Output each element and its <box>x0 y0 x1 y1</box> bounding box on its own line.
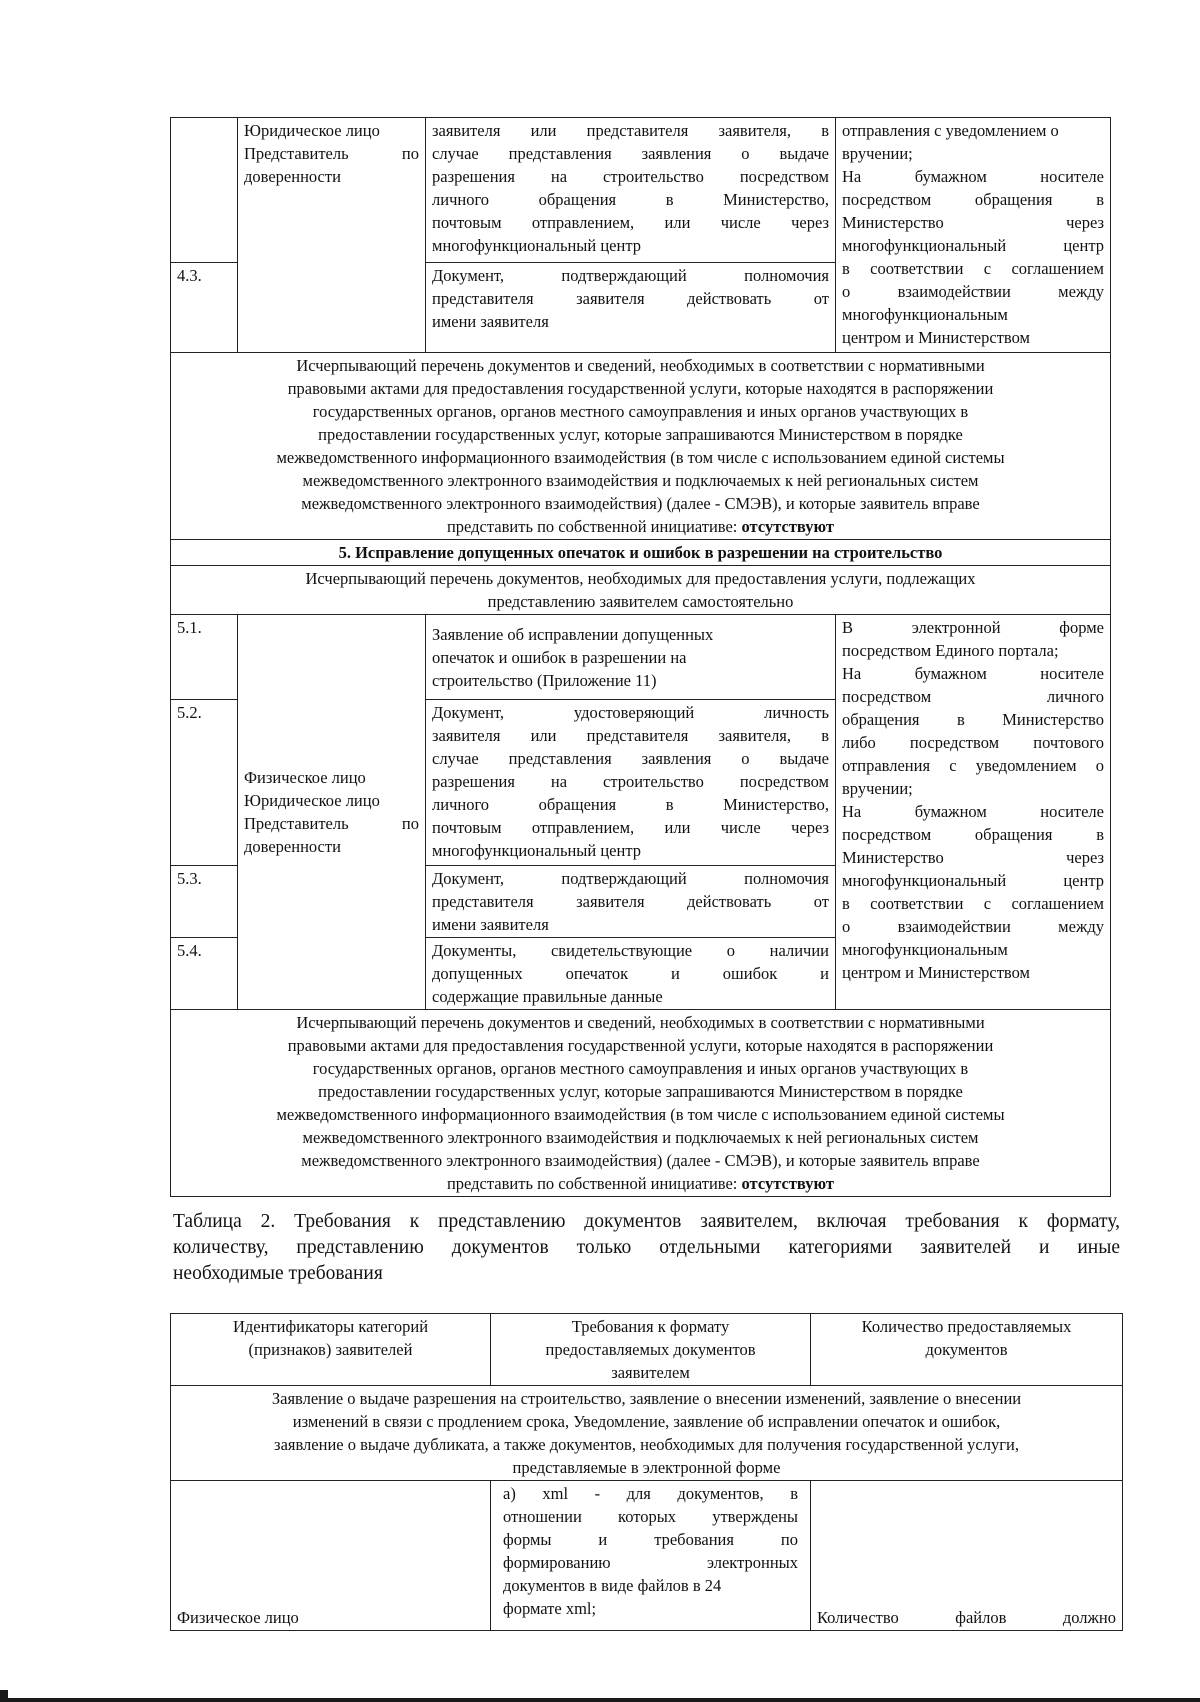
column-header-quantity: Количество предоставляемых документов <box>811 1314 1123 1386</box>
interdepartmental-docs-note-1: Исчерпывающий перечень документов и сведений, необходимых в соответствии с нормативными правовыми актами для предоставления государственной услуги, которые находятся в распоряжении государственных органов, органов местного самоуправления и иных органов участвующих в предоставлении государственных услуг, которые запрашиваются Министерством в порядке межведомственного информационного взаимодействия (в том числе с использованием единой системы межведомственного электронного взаимодействия и подключаемых к ней региональных систем межведомственного электронного взаимодействия) (далее - СМЭВ), и которые заявитель вправе представить по собственной инициативе: отсутствуют <box>171 353 1111 540</box>
interdepartmental-docs-note-2: Исчерпывающий перечень документов и сведений, необходимых в соответствии с нормативными правовыми актами для предоставления государственной услуги, которые находятся в распоряжении государственных органов, органов местного самоуправления и иных органов участвующих в предоставлении государственных услуг, которые запрашиваются Министерством в порядке межведомственного информационного взаимодействия (в том числе с использованием единой системы межведомственного электронного взаимодействия и подключаемых к ней региональных систем межведомственного электронного взаимодействия) (далее - СМЭВ), и которые заявитель вправе представить по собственной инициативе: отсутствуют <box>171 1010 1111 1197</box>
section-5-subtitle: Исчерпывающий перечень документов, необходимых для предоставления услуги, подлежащих представлению заявителем самостоятельно <box>171 566 1111 615</box>
electronic-docs-span-row: Заявление о выдаче разрешения на строительство, заявление о внесении изменений, заявление о внесении изменений в связи с продлением срока, Уведомление, заявление об исправлении опечаток и ошибок, заявление о выдаче дубликата, а также документов, необходимых для получения государственной услуги, представляемые в электронной форме <box>171 1386 1123 1481</box>
quantity-cell: Количество файлов должно <box>811 1481 1123 1631</box>
document-cell: Документ, подтверждающий полномочия представителя заявителя действовать от имени заявителя <box>426 866 836 938</box>
scan-border-left <box>0 1690 8 1702</box>
row-number-cell: 5.4. <box>171 938 238 1010</box>
row-number-cell: 5.3. <box>171 866 238 938</box>
column-header-format: Требования к формату предоставляемых документов заявителем <box>491 1314 811 1386</box>
table-row <box>171 1010 1111 1197</box>
document-cell: Документ, удостоверяющий личность заявителя или представителя заявителя, в случае представления заявления о выдаче разрешения на строительство посредством личного обращения в Министерство, почтовым отправлением, или числе через многофункциональный центр <box>426 700 836 866</box>
applicant-category-cell: Юридическое лицо Представитель по доверенности <box>238 118 426 353</box>
document-cell: заявителя или представителя заявителя, в случае представления заявления о выдаче разрешения на строительство посредством личного обращения в Министерство, почтовым отправлением, или числе через многофункциональный центр <box>426 118 836 263</box>
row-number-cell: 5.1. <box>171 615 238 700</box>
applicant-category-cell: Физическое лицо <box>171 1481 491 1631</box>
requirements-table-2 <box>170 1313 1123 1631</box>
table-row <box>171 118 1111 263</box>
row-number-cell: 4.3. <box>171 263 238 353</box>
table-2-caption: Таблица 2. Требования к представлению документов заявителем, включая требования к формату, количеству, представлению документов только отдельными категориями заявителей и иные необходимые требования <box>173 1211 1120 1284</box>
document-cell: Документы, свидетельствующие о наличии допущенных опечаток и ошибок и содержащие правильные данные <box>426 938 836 1010</box>
table-row <box>171 1481 1123 1631</box>
absent-marker: отсутствуют <box>741 1174 835 1193</box>
format-requirement-cell: а) xml - для документов, в отношении которых утверждены формы и требования по формированию электронных документов в виде файлов в 24 формате xml; <box>491 1481 811 1631</box>
column-header-categories: Идентификаторы категорий (признаков) заявителей <box>171 1314 491 1386</box>
document-cell: Заявление об исправлении допущенных опечаток и ошибок в разрешении на строительство (Приложение 11) <box>426 615 836 700</box>
row-number-cell: 5.2. <box>171 700 238 866</box>
requirements-table-1 <box>170 117 1111 1197</box>
table-row <box>171 566 1111 615</box>
section-5-title: 5. Исправление допущенных опечаток и ошибок в разрешении на строительство <box>171 540 1111 566</box>
table-row <box>171 615 1111 700</box>
table-header-row <box>171 1314 1123 1386</box>
submission-method-cell: отправления с уведомлением о вручении; На бумажном носителе посредством обращения в Министерство через многофункциональный центр в соответствии с соглашением о взаимодействии между многофункциональным центром и Министерством <box>836 118 1111 353</box>
table-row <box>171 353 1111 540</box>
row-number-cell <box>171 118 238 263</box>
absent-marker: отсутствуют <box>741 517 835 536</box>
table-row <box>171 540 1111 566</box>
applicant-category-cell: Физическое лицо Юридическое лицо Представитель по доверенности <box>238 615 426 1010</box>
submission-method-cell: В электронной форме посредством Единого портала; На бумажном носителе посредством личного обращения в Министерство либо посредством почтового отправления с уведомлением о вручении; На бумажном носителе посредством обращения в Министерство через многофункциональный центр в соответствии с соглашением о взаимодействии между многофункциональным центром и Министерством <box>836 615 1111 1010</box>
document-cell: Документ, подтверждающий полномочия представителя заявителя действовать от имени заявителя <box>426 263 836 353</box>
scan-border-bottom <box>0 1698 1200 1702</box>
table-row <box>171 1386 1123 1481</box>
